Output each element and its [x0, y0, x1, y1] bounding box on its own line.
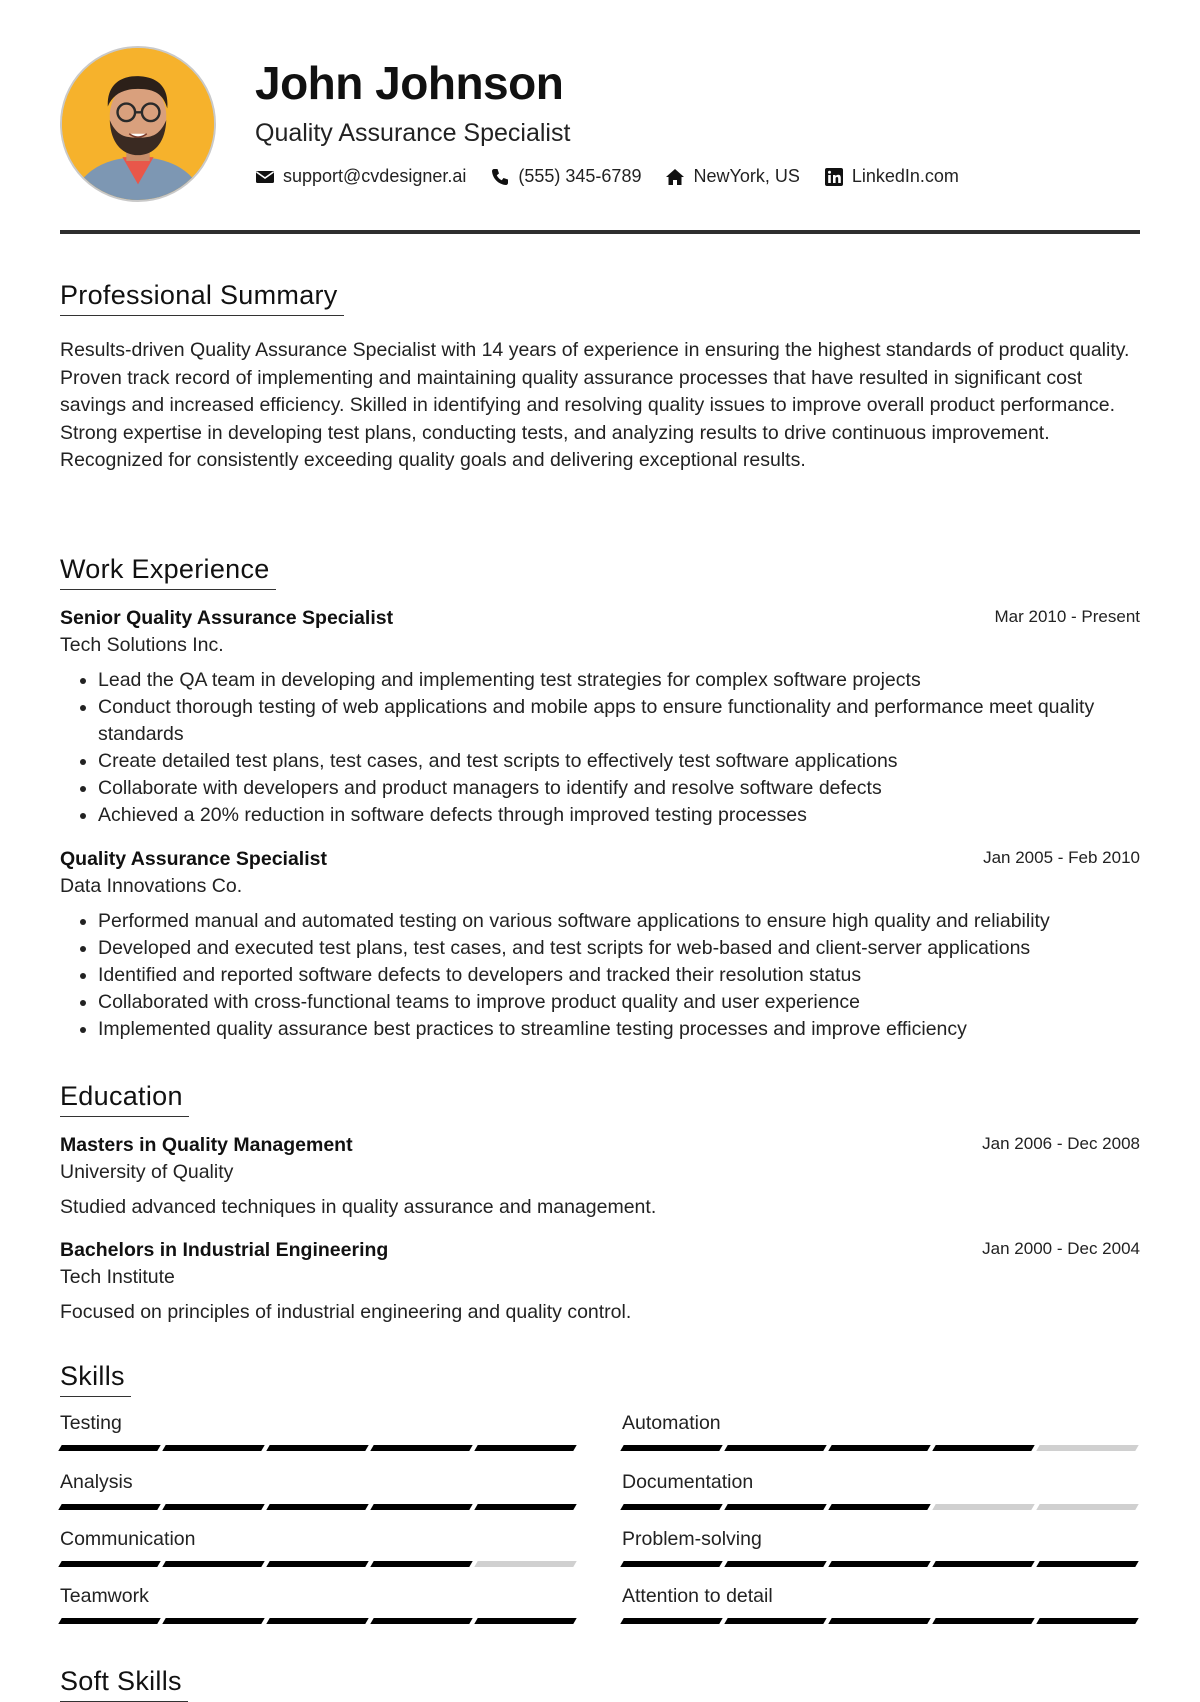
skill-segment-filled	[58, 1504, 160, 1510]
skill-item	[60, 1528, 576, 1567]
skill-segment-filled	[932, 1561, 1034, 1567]
profile-photo	[62, 48, 214, 200]
home-icon	[665, 167, 685, 187]
skill-segment-filled	[162, 1504, 264, 1510]
skill-name: Teamwork	[60, 1585, 149, 1607]
contact-bar	[255, 166, 983, 187]
skill-name: Documentation	[622, 1471, 754, 1493]
skill-segment-filled	[58, 1561, 160, 1567]
skill-segment-filled	[828, 1561, 930, 1567]
skill-segment-filled	[370, 1504, 472, 1510]
job-bullet: • Conduct thorough testing of web applications and mobile apps to ensure functionality and performance meet quality standards	[98, 694, 1140, 748]
linkedin-icon	[824, 167, 844, 187]
skill-segment-filled	[266, 1561, 368, 1567]
skill-item	[622, 1471, 1138, 1510]
header-divider	[60, 230, 1140, 234]
skill-segment-filled	[724, 1504, 826, 1510]
contact-phone[interactable]	[490, 166, 641, 187]
candidate-name: John Johnson	[255, 57, 564, 109]
skill-segment-filled	[266, 1445, 368, 1451]
contact-location	[665, 166, 799, 187]
candidate-title: Quality Assurance Specialist	[255, 119, 571, 147]
skill-segment-filled	[162, 1618, 264, 1624]
skill-rating-bar	[622, 1561, 1138, 1567]
skill-segment-empty	[1036, 1445, 1138, 1451]
skill-segment-filled	[474, 1618, 576, 1624]
job-company: Data Innovations Co.	[60, 875, 243, 897]
skill-segment-filled	[620, 1618, 722, 1624]
summary-text: Results-driven Quality Assurance Specialist with 14 years of experience in ensuring the highest standards of product quality. Proven track record of implementing and maintaining quality assurance processes that have resulted in significant cost savings and increased efficiency. Skilled in identifying and resolving quality issues to improve overall product performance. Strong expertise in developing test plans, conducting tests, and analyzing results to drive continuous improvement. Recognized for consistently exceeding quality goals and delivering exceptional results.	[60, 339, 1130, 471]
skill-rating-bar	[622, 1504, 1138, 1510]
skill-item	[60, 1412, 576, 1451]
summary-heading: Professional Summary	[60, 280, 344, 316]
skill-rating-bar	[60, 1561, 576, 1567]
school-name: Tech Institute	[60, 1266, 175, 1288]
skill-segment-filled	[162, 1445, 264, 1451]
skill-segment-filled	[266, 1504, 368, 1510]
job-bullet: • Lead the QA team in developing and implementing test strategies for complex software projects	[98, 667, 1140, 694]
skill-rating-bar	[60, 1618, 576, 1624]
skill-segment-filled	[370, 1618, 472, 1624]
skill-segment-empty	[932, 1504, 1034, 1510]
skill-name: Problem-solving	[622, 1528, 762, 1550]
education-description: Focused on principles of industrial engineering and quality control.	[60, 1301, 632, 1323]
skill-name: Testing	[60, 1412, 122, 1434]
job-bullet: • Achieved a 20% reduction in software defects through improved testing processes	[98, 802, 1140, 829]
skill-segment-filled	[474, 1445, 576, 1451]
job-bullets	[60, 667, 1140, 829]
skill-item	[60, 1471, 576, 1510]
education-date: Jan 2006 - Dec 2008	[982, 1134, 1140, 1153]
education-description: Studied advanced techniques in quality assurance and management.	[60, 1196, 657, 1218]
job-bullet: • Collaborate with developers and product managers to identify and resolve software defects	[98, 775, 1140, 802]
job-entry	[60, 848, 1140, 1043]
contact-linkedin[interactable]	[824, 166, 959, 187]
skill-name: Automation	[622, 1412, 721, 1434]
skill-rating-bar	[622, 1445, 1138, 1451]
skill-segment-filled	[828, 1618, 930, 1624]
education-entry	[60, 1134, 1140, 1219]
skill-segment-filled	[266, 1618, 368, 1624]
job-date: Mar 2010 - Present	[994, 607, 1140, 626]
skill-segment-filled	[620, 1445, 722, 1451]
skill-name: Analysis	[60, 1471, 133, 1493]
skill-rating-bar	[60, 1445, 576, 1451]
job-bullet: • Collaborated with cross-functional teams to improve product quality and user experience	[98, 989, 1140, 1016]
skill-segment-filled	[1036, 1618, 1138, 1624]
job-title: Senior Quality Assurance Specialist	[60, 607, 394, 629]
education-date: Jan 2000 - Dec 2004	[982, 1239, 1140, 1258]
skill-segment-filled	[162, 1561, 264, 1567]
skill-segment-empty	[474, 1561, 576, 1567]
job-entry	[60, 607, 1140, 829]
skill-segment-filled	[724, 1561, 826, 1567]
skill-segment-filled	[620, 1504, 722, 1510]
experience-heading: Work Experience	[60, 554, 276, 590]
skill-rating-bar	[60, 1504, 576, 1510]
skill-segment-filled	[932, 1618, 1034, 1624]
job-bullet: • Create detailed test plans, test cases, and test scripts to effectively test software applications	[98, 748, 1140, 775]
job-bullet: • Developed and executed test plans, test cases, and test scripts for web-based and client-server applications	[98, 935, 1140, 962]
skill-item	[622, 1412, 1138, 1451]
degree-title: Bachelors in Industrial Engineering	[60, 1239, 389, 1261]
job-title: Quality Assurance Specialist	[60, 848, 327, 870]
skill-item	[60, 1585, 576, 1624]
resume-header	[60, 46, 1140, 206]
contact-location-text: NewYork, US	[693, 166, 800, 186]
skill-item	[622, 1528, 1138, 1567]
skill-item	[622, 1585, 1138, 1624]
school-name: University of Quality	[60, 1161, 234, 1183]
skill-name: Attention to detail	[622, 1585, 773, 1607]
envelope-icon	[255, 167, 275, 187]
skill-segment-filled	[370, 1445, 472, 1451]
skill-segment-filled	[724, 1618, 826, 1624]
skill-name: Communication	[60, 1528, 196, 1550]
skill-segment-filled	[474, 1504, 576, 1510]
job-bullet: • Identified and reported software defects to developers and tracked their resolution status	[98, 962, 1140, 989]
phone-icon	[490, 167, 510, 187]
skill-segment-filled	[620, 1561, 722, 1567]
contact-linkedin-text: LinkedIn.com	[851, 166, 959, 186]
job-bullet: • Implemented quality assurance best practices to streamline testing processes and improve efficiency	[98, 1016, 1140, 1043]
skill-segment-filled	[932, 1445, 1034, 1451]
education-heading: Education	[60, 1081, 189, 1117]
job-company: Tech Solutions Inc.	[60, 634, 224, 656]
contact-email[interactable]	[255, 166, 466, 187]
education-entry	[60, 1239, 1140, 1324]
skill-segment-filled	[828, 1504, 930, 1510]
skill-segment-filled	[828, 1445, 930, 1451]
contact-email-text: support@cvdesigner.ai	[283, 166, 467, 186]
job-date: Jan 2005 - Feb 2010	[983, 848, 1140, 867]
job-bullets	[60, 908, 1140, 1043]
contact-phone-text: (555) 345-6789	[518, 166, 642, 186]
job-bullet: • Performed manual and automated testing on various software applications to ensure high quality and reliability	[98, 908, 1140, 935]
avatar	[60, 46, 216, 202]
skill-segment-filled	[58, 1445, 160, 1451]
skill-segment-empty	[1036, 1504, 1138, 1510]
skill-segment-filled	[58, 1618, 160, 1624]
soft-skills-heading: Soft Skills	[60, 1666, 188, 1702]
skill-rating-bar	[622, 1618, 1138, 1624]
degree-title: Masters in Quality Management	[60, 1134, 353, 1156]
skill-segment-filled	[1036, 1561, 1138, 1567]
skill-segment-filled	[724, 1445, 826, 1451]
skill-segment-filled	[370, 1561, 472, 1567]
skills-heading: Skills	[60, 1361, 131, 1397]
